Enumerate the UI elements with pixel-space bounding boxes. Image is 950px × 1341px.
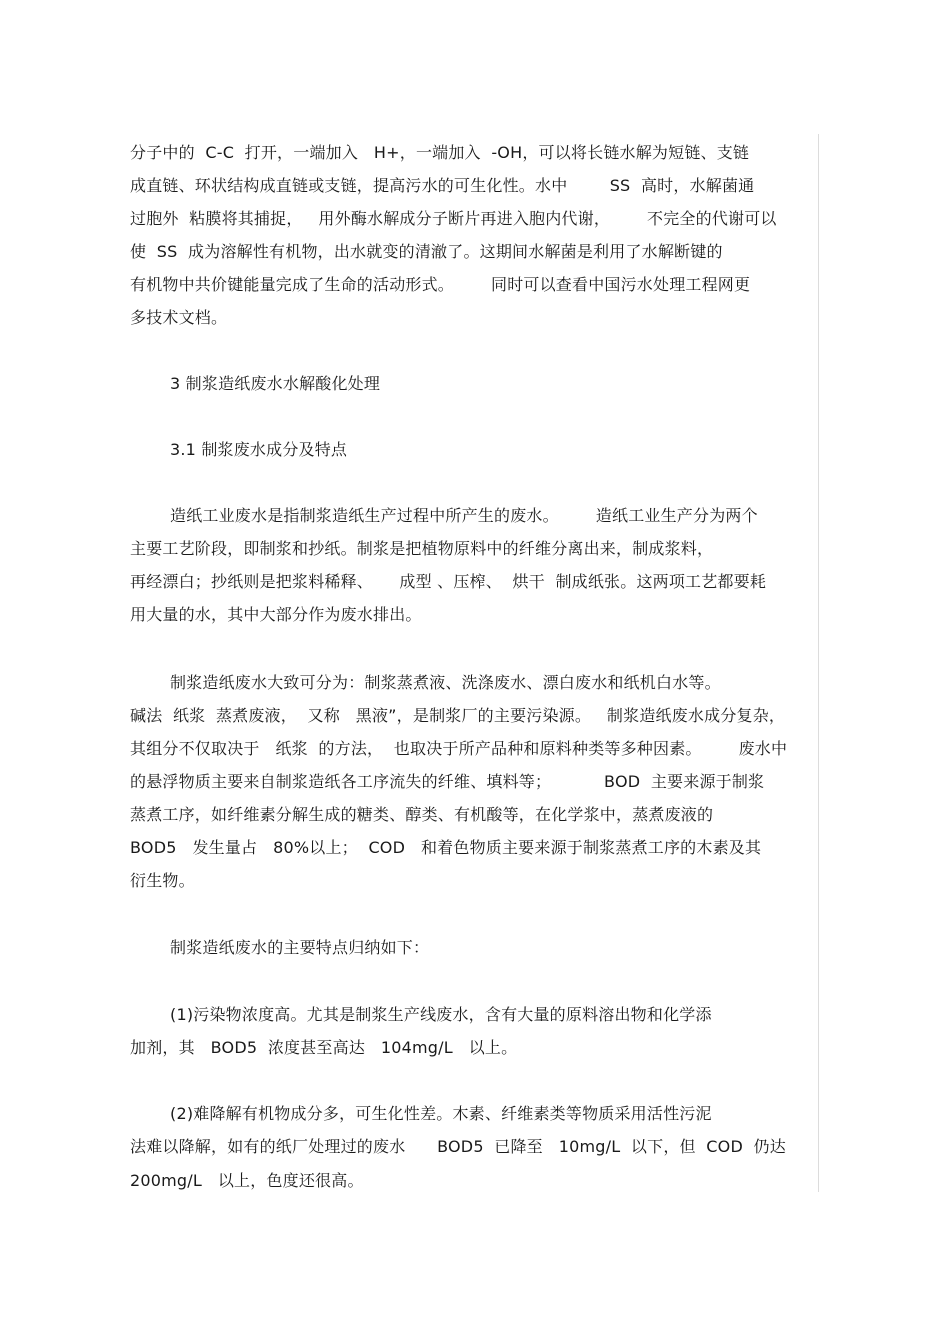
text-line: BOD5 发生量占 80%以上； COD 和着色物质主要来源于制浆蒸煮工序的木素及其 (130, 838, 762, 857)
text-line: 制浆造纸废水的主要特点归纳如下： (170, 938, 430, 957)
text-line: 成直链、环状结构成直链或支链，提高污水的可生化性。水中 SS 高时，水解菌通 (130, 176, 755, 195)
text-line: 碱法 纸浆 蒸煮废液， 又称 黑液”，是制浆厂的主要污染源。 制浆造纸废水成分复杂， (130, 706, 786, 725)
text-line: 分子中的 C-C 打开，一端加入 H+，一端加入 -OH，可以将长链水解为短链、支链 (130, 143, 750, 162)
page-margin-rule (818, 134, 819, 1192)
text-line: 的悬浮物质主要来自制浆造纸各工序流失的纤维、填料等； BOD 主要来源于制浆 (130, 772, 765, 791)
text-line: 再经漂白；抄纸则是把浆料稀释、 成型 、压榨、 烘干 制成纸张。这两项工艺都要耗 (130, 572, 767, 591)
text-line: 加剂，其 BOD5 浓度甚至高达 104mg/L 以上。 (130, 1038, 518, 1057)
text-line: 有机物中共价键能量完成了生命的活动形式。 同时可以查看中国污水处理工程网更 (130, 275, 751, 294)
section-heading: 3 制浆造纸废水水解酸化处理 (170, 374, 381, 393)
text-line: 造纸工业废水是指制浆造纸生产过程中所产生的废水。 造纸工业生产分为两个 (170, 506, 758, 525)
text-line: 过胞外 粘膜将其捕捉， 用外酶水解成分子断片再进入胞内代谢， 不完全的代谢可以 (130, 209, 777, 228)
text-line: 使 SS 成为溶解性有机物，出水就变的清澈了。这期间水解菌是利用了水解断键的 (130, 242, 723, 261)
text-line: 蒸煮工序，如纤维素分解生成的糖类、醇类、有机酸等，在化学浆中，蒸煮废液的 (130, 805, 714, 824)
text-line: 制浆造纸废水大致可分为：制浆蒸煮液、洗涤废水、漂白废水和纸机白水等。 (170, 673, 721, 692)
text-line: 衍生物。 (130, 871, 195, 890)
text-line: 法难以降解，如有的纸厂处理过的废水 BOD5 已降至 10mg/L 以下，但 COD 仍达 (130, 1137, 786, 1156)
subsection-heading: 3.1 制浆废水成分及特点 (170, 440, 348, 459)
text-line: 主要工艺阶段，即制浆和抄纸。制浆是把植物原料中的纤维分离出来，制成浆料， (130, 539, 714, 558)
text-line: 其组分不仅取决于 纸浆 的方法， 也取决于所产品种和原料种类等多种因素。 废水中 (130, 739, 788, 758)
list-item: (1)污染物浓度高。尤其是制浆生产线废水，含有大量的原料溶出物和化学添 (170, 1005, 712, 1024)
text-line: 200mg/L 以上，色度还很高。 (130, 1171, 364, 1190)
list-item: (2)难降解有机物成分多，可生化性差。木素、纤维素类等物质采用活性污泥 (170, 1104, 712, 1123)
text-line: 用大量的水，其中大部分作为废水排出。 (130, 605, 422, 624)
text-line: 多技术文档。 (130, 308, 228, 327)
